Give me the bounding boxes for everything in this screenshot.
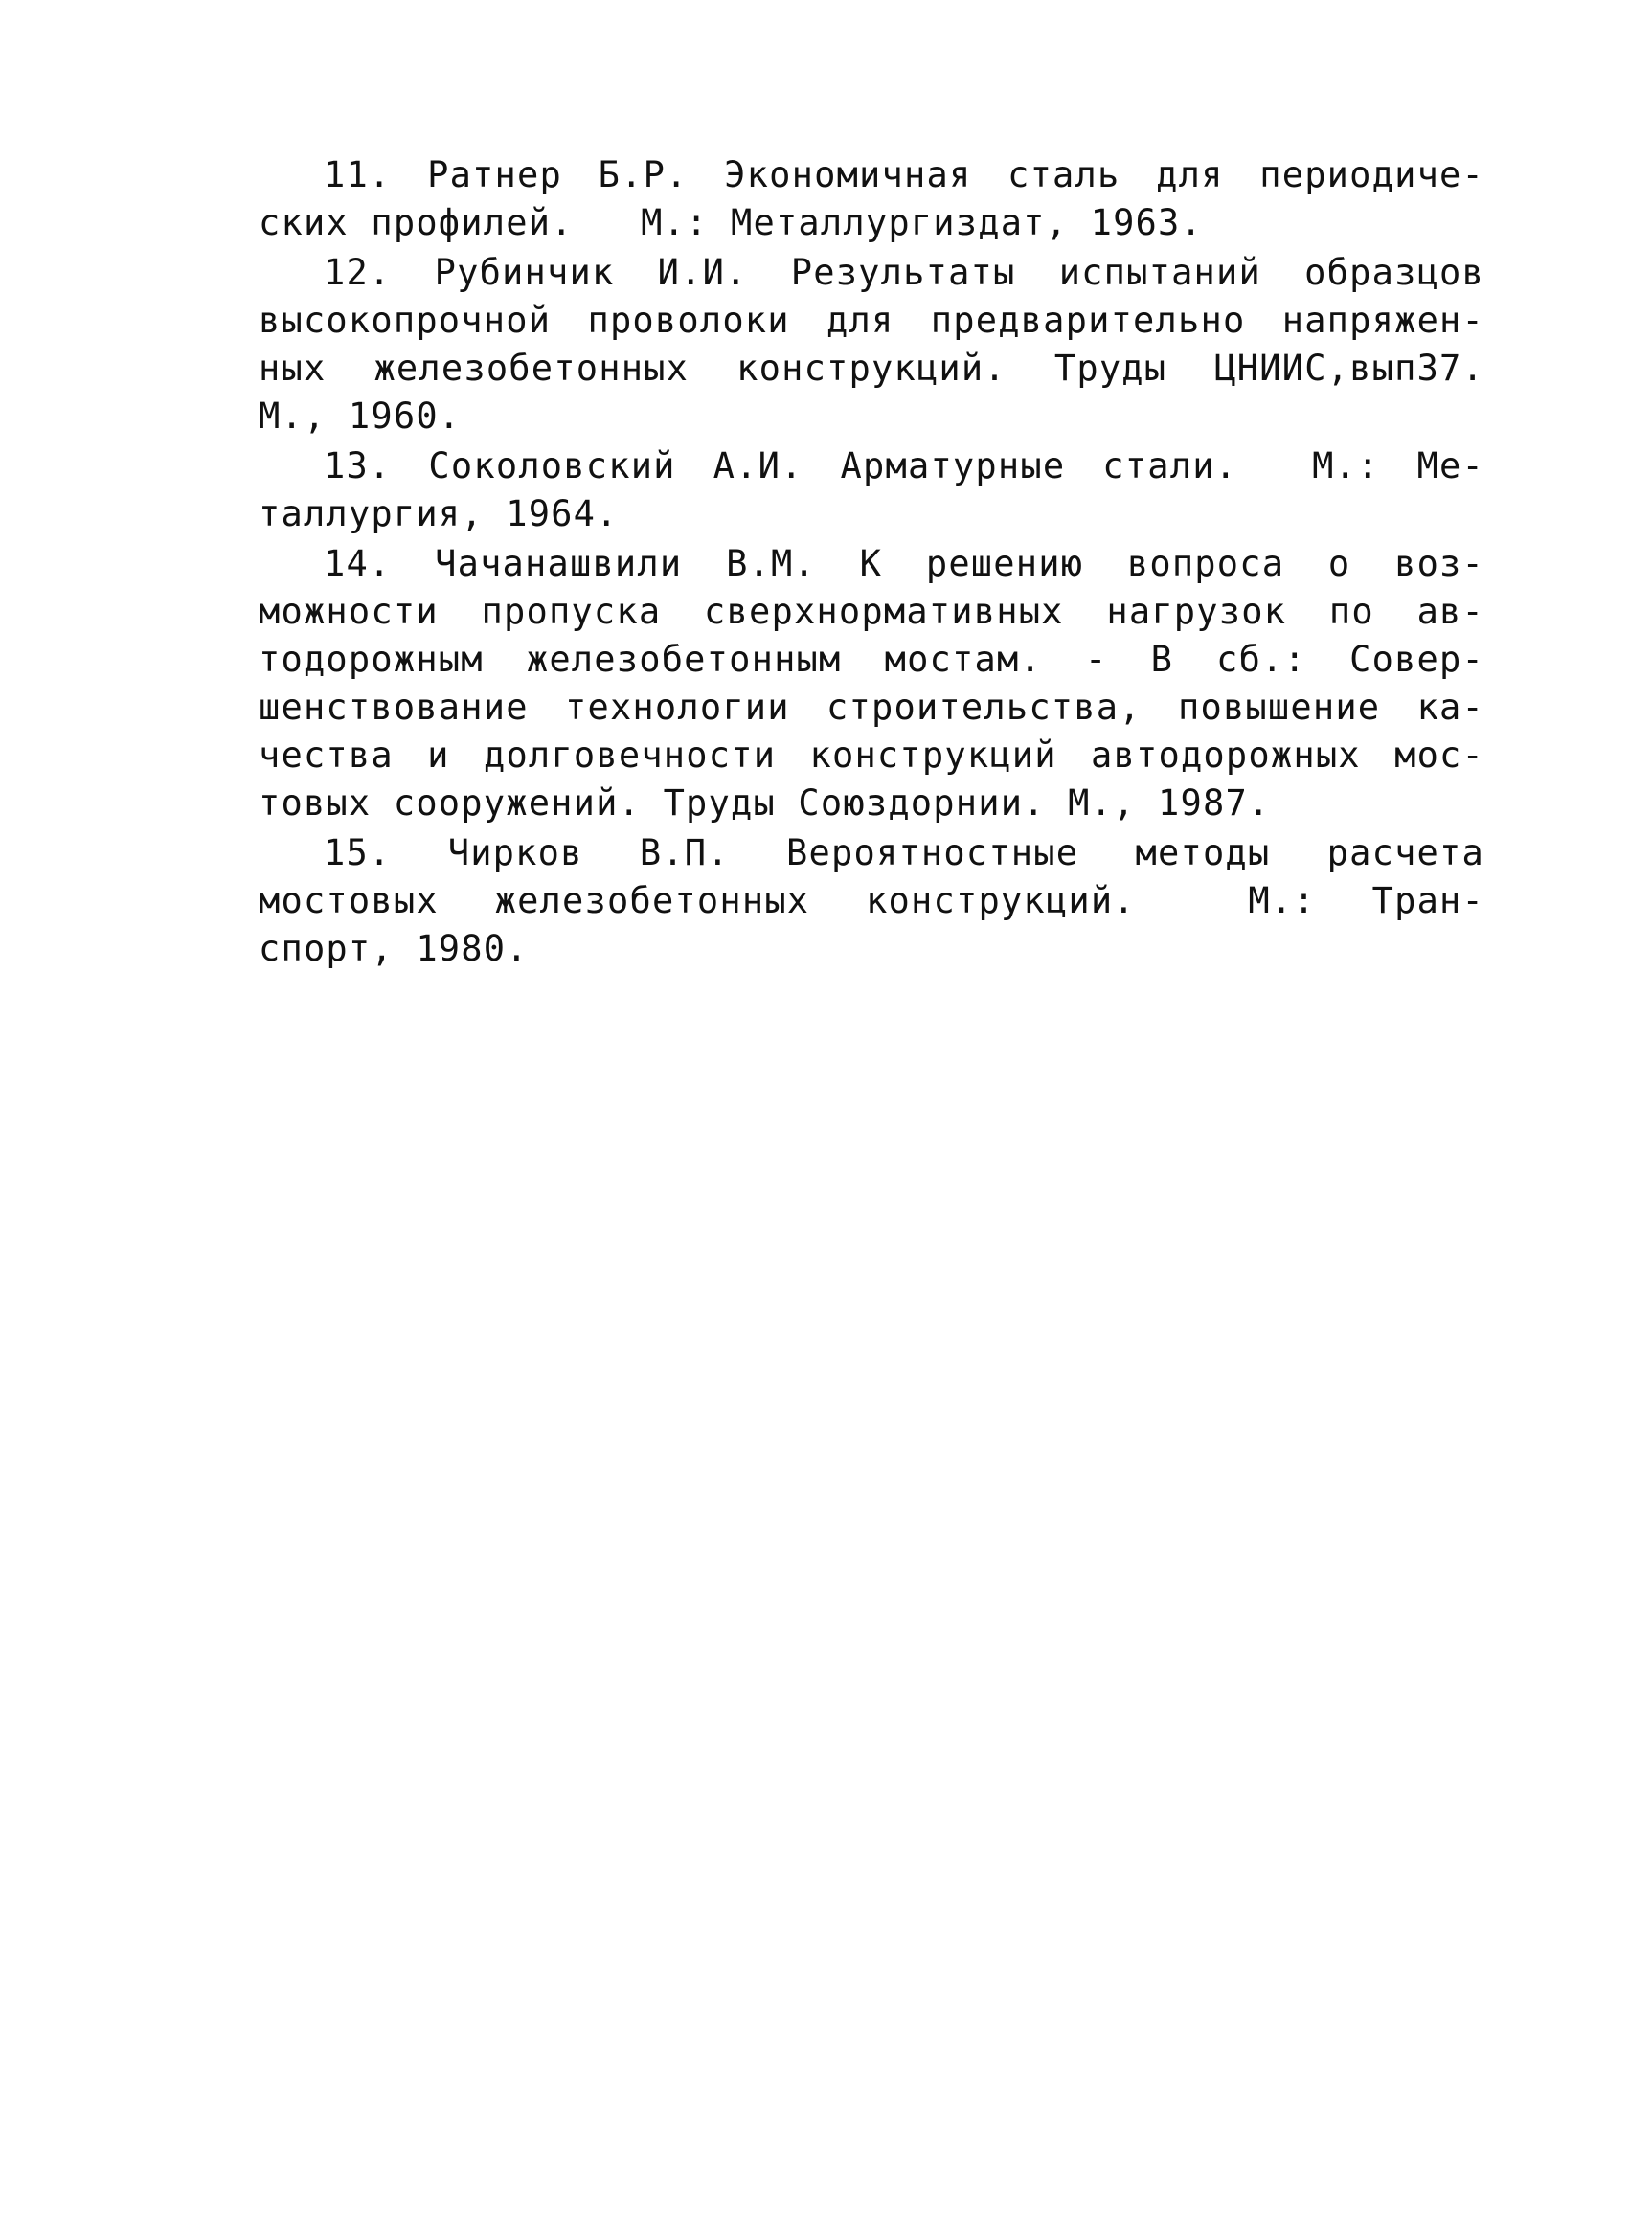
reference-line: ских профилей. М.: Металлургиздат, 1963. bbox=[259, 202, 1203, 243]
reference-line: 12. Рубинчик И.И. Результаты испытаний образцов bbox=[324, 252, 1484, 293]
reference-line: мостовых железобетонных конструкций. М.: Тран- bbox=[259, 880, 1484, 921]
reference-line: спорт, 1980. bbox=[259, 928, 529, 969]
reference-item-12 bbox=[259, 249, 1484, 441]
reference-line: таллургия, 1964. bbox=[259, 493, 619, 534]
reference-line: чества и долговечности конструкций автодорожных мос- bbox=[259, 735, 1484, 776]
reference-item-13 bbox=[259, 442, 1484, 538]
reference-line: ных железобетонных конструкций. Труды ЦНИИС,вып37. bbox=[259, 348, 1484, 389]
reference-line: 15. Чирков В.П. Вероятностные методы расчета bbox=[324, 832, 1484, 873]
reference-line: шенствование технологии строительства, повышение ка- bbox=[259, 687, 1484, 728]
reference-line: 13. Соколовский А.И. Арматурные стали. М.: Ме- bbox=[324, 445, 1484, 486]
reference-item-15 bbox=[259, 829, 1484, 973]
reference-list bbox=[259, 151, 1484, 975]
reference-item-14 bbox=[259, 540, 1484, 827]
reference-line: высокопрочной проволоки для предварительно напряжен- bbox=[259, 300, 1484, 341]
reference-line: М., 1960. bbox=[259, 396, 462, 437]
reference-line: можности пропуска сверхнормативных нагрузок по ав- bbox=[259, 591, 1484, 632]
reference-item-11 bbox=[259, 151, 1484, 247]
reference-line: тодорожным железобетонным мостам. - В сб.: Совер- bbox=[259, 639, 1484, 680]
reference-line: 11. Ратнер Б.Р. Экономичная сталь для периодиче- bbox=[324, 154, 1484, 195]
reference-line: товых сооружений. Труды Союздорнии. М., 1987. bbox=[259, 782, 1271, 824]
reference-line: 14. Чачанашвили В.М. К решению вопроса о воз- bbox=[324, 543, 1484, 584]
